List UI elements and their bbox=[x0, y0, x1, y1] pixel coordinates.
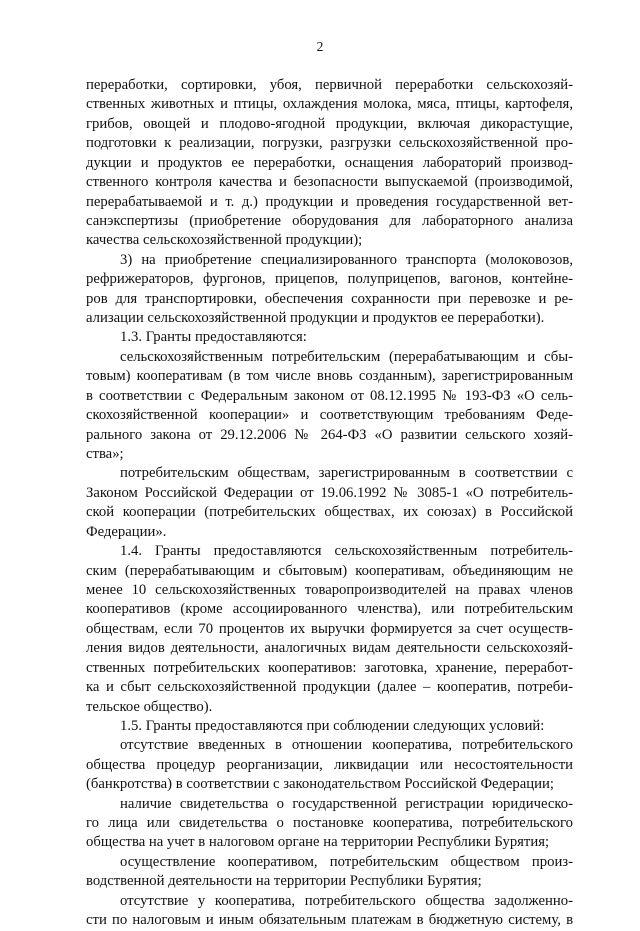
text-line: 3) на приобретение специализированного транспорта (молоковозов, bbox=[120, 251, 573, 268]
text-line: сти по налоговым и иным обязательным платежам в бюджетную систему, в bbox=[86, 912, 573, 929]
text-line: дукции и продуктов ее переработки, оснащения лабораторий производ- bbox=[86, 154, 573, 171]
text-line: ственного контроля качества и безопасности выпускаемой (производимой, bbox=[86, 174, 573, 191]
paragraph bbox=[86, 853, 573, 892]
text-line: ским (перерабатывающим и сбытовым) кооперативам, объединяющим не bbox=[86, 562, 573, 579]
text-line: отсутствие введенных в отношении кооператива, потребительского bbox=[120, 737, 573, 754]
text-line: общества процедур реорганизации, ликвидации или несостоятельности bbox=[86, 756, 573, 773]
text-line: Федерации». bbox=[86, 523, 167, 540]
text-line: потребительским обществам, зарегистрированным в соответствии с bbox=[120, 465, 573, 482]
text-line: 1.5. Гранты предоставляются при соблюдении следующих условий: bbox=[120, 717, 545, 734]
text-line: ализации сельскохозяйственной продукции и продуктов ее переработки). bbox=[86, 310, 545, 327]
text-line: в соответствии с Федеральным законом от 08.12.1995 № 193-ФЗ «О сель- bbox=[86, 387, 573, 404]
text-line: скохозяйственной кооперации» и соответствующим требованиям Феде- bbox=[86, 407, 573, 424]
text-line: осуществление кооперативом, потребительским обществом произ- bbox=[120, 853, 573, 870]
text-line: ской кооперации (потребительских обществах, их союзах) в Российской bbox=[86, 504, 573, 521]
text-line: общества на учет в налоговом органе на территории Республики Бурятия; bbox=[86, 834, 550, 851]
text-line: ления видов деятельности, аналогичных видам деятельности сельскохозяй- bbox=[86, 640, 573, 657]
text-line: (банкротства) в соответствии с законодательством Российской Федерации; bbox=[86, 776, 554, 793]
text-line: наличие свидетельства о государственной регистрации юридическо- bbox=[120, 795, 573, 812]
paragraph bbox=[86, 717, 573, 736]
text-line: грибов, овощей и плодово-ягодной продукции, включая дикорастущие, bbox=[86, 115, 573, 132]
text-line: перерабатываемой и т. д.) продукции и проведения государственной вет- bbox=[86, 193, 573, 210]
paragraph bbox=[86, 542, 573, 717]
text-line: сельскохозяйственным потребительским (перерабатывающим и сбы- bbox=[120, 348, 573, 365]
paragraph bbox=[86, 348, 573, 465]
text-line: ственных животных и птицы, охлаждения молока, мяса, птицы, картофеля, bbox=[86, 96, 573, 113]
text-line: ственных потребительских кооперативов: заготовка, хранение, переработ- bbox=[86, 659, 573, 676]
text-line: подготовки к реализации, погрузки, разгрузки сельскохозяйственной про- bbox=[86, 135, 573, 152]
text-line: ства»; bbox=[86, 446, 124, 463]
text-line: кооперативов (кроме ассоциированного членства), или потребительским bbox=[86, 601, 573, 618]
text-line: обществам, если 70 процентов их выручки формируется за счет осуществ- bbox=[86, 620, 573, 637]
text-line: переработки, сортировки, убоя, первичной переработки сельскохозяй- bbox=[86, 77, 573, 93]
document-body bbox=[86, 76, 573, 931]
text-line: водственной деятельности на территории Республики Бурятия; bbox=[86, 873, 482, 890]
text-line: рефрижераторов, фургонов, прицепов, полуприцепов, вагонов, контейне- bbox=[86, 271, 573, 288]
page-number: 2 bbox=[316, 39, 324, 54]
text-line: 1.4. Гранты предоставляются сельскохозяйственным потребитель- bbox=[120, 543, 573, 560]
paragraph bbox=[86, 892, 573, 931]
text-line: го лица или свидетельства о постановке кооператива, потребительского bbox=[86, 815, 573, 832]
paragraph bbox=[86, 328, 573, 347]
paragraph bbox=[86, 76, 573, 251]
text-line: качества сельскохозяйственной продукции); bbox=[86, 232, 363, 249]
text-line: тельское общество). bbox=[86, 698, 213, 715]
paragraph bbox=[86, 251, 573, 329]
text-line: товым) кооперативам (в том числе вновь созданным), зарегистрированным bbox=[86, 368, 573, 385]
paragraph bbox=[86, 795, 573, 853]
text-line: ка и сбыт сельскохозяйственной продукции (далее – кооператив, потреби- bbox=[86, 679, 573, 696]
paragraph bbox=[86, 736, 573, 794]
text-line: ров для транспортировки, обеспечения сохранности при перевозке и ре- bbox=[86, 290, 573, 307]
text-line: рального закона от 29.12.2006 № 264-ФЗ «О развитии сельского хозяй- bbox=[86, 426, 573, 443]
text-line: отсутствие у кооператива, потребительского общества задолженно- bbox=[120, 892, 573, 909]
text-line: Законом Российской Федерации от 19.06.1992 № 3085-1 «О потребитель- bbox=[86, 484, 573, 501]
text-line: менее 10 сельскохозяйственных товаропроизводителей на правах членов bbox=[86, 581, 573, 598]
text-line: санэкспертизы (приобретение оборудования для лабораторного анализа bbox=[86, 212, 573, 229]
paragraph bbox=[86, 464, 573, 542]
text-line: 1.3. Гранты предоставляются: bbox=[120, 329, 307, 346]
